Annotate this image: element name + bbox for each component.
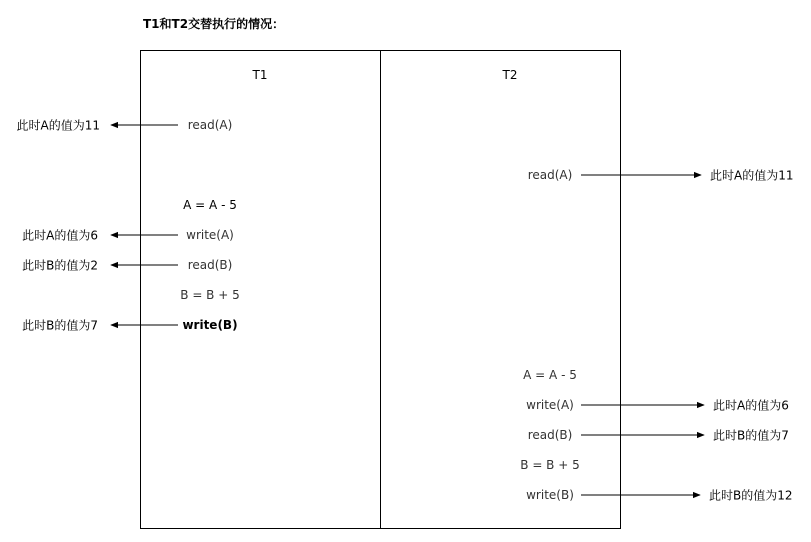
t2-column	[380, 50, 621, 529]
t1-a-minus-5: A = A - 5	[183, 198, 237, 212]
t1-read-b: read(B)	[187, 258, 233, 272]
t2-header: T2	[502, 68, 518, 82]
t1-note-read-a: 此时A的值为11	[16, 118, 100, 133]
t1-write-a: write(A)	[186, 228, 234, 242]
t2-note-read-a: 此时A的值为11	[710, 168, 794, 183]
t2-note-read-b: 此时B的值为7	[713, 428, 789, 443]
t1-write-b: write(B)	[182, 318, 238, 332]
t2-write-b: write(B)	[526, 488, 574, 502]
t1-header: T1	[252, 68, 268, 82]
t2-write-a: write(A)	[526, 398, 574, 412]
t1-note-write-b: 此时B的值为7	[22, 318, 98, 333]
t1-b-plus-5: B = B + 5	[180, 288, 240, 302]
t1-note-read-b: 此时B的值为2	[22, 258, 98, 273]
t2-a-minus-5: A = A - 5	[523, 368, 577, 382]
t2-note-write-b: 此时B的值为12	[709, 488, 793, 503]
t1-column	[140, 50, 381, 529]
t1-read-a: read(A)	[187, 118, 233, 132]
t2-b-plus-5: B = B + 5	[520, 458, 580, 472]
t2-read-a: read(A)	[527, 168, 573, 182]
t2-read-b: read(B)	[527, 428, 573, 442]
t2-note-write-a: 此时A的值为6	[713, 398, 789, 413]
diagram-title: T1和T2交替执行的情况：	[143, 17, 285, 31]
t1-note-write-a: 此时A的值为6	[22, 228, 98, 243]
